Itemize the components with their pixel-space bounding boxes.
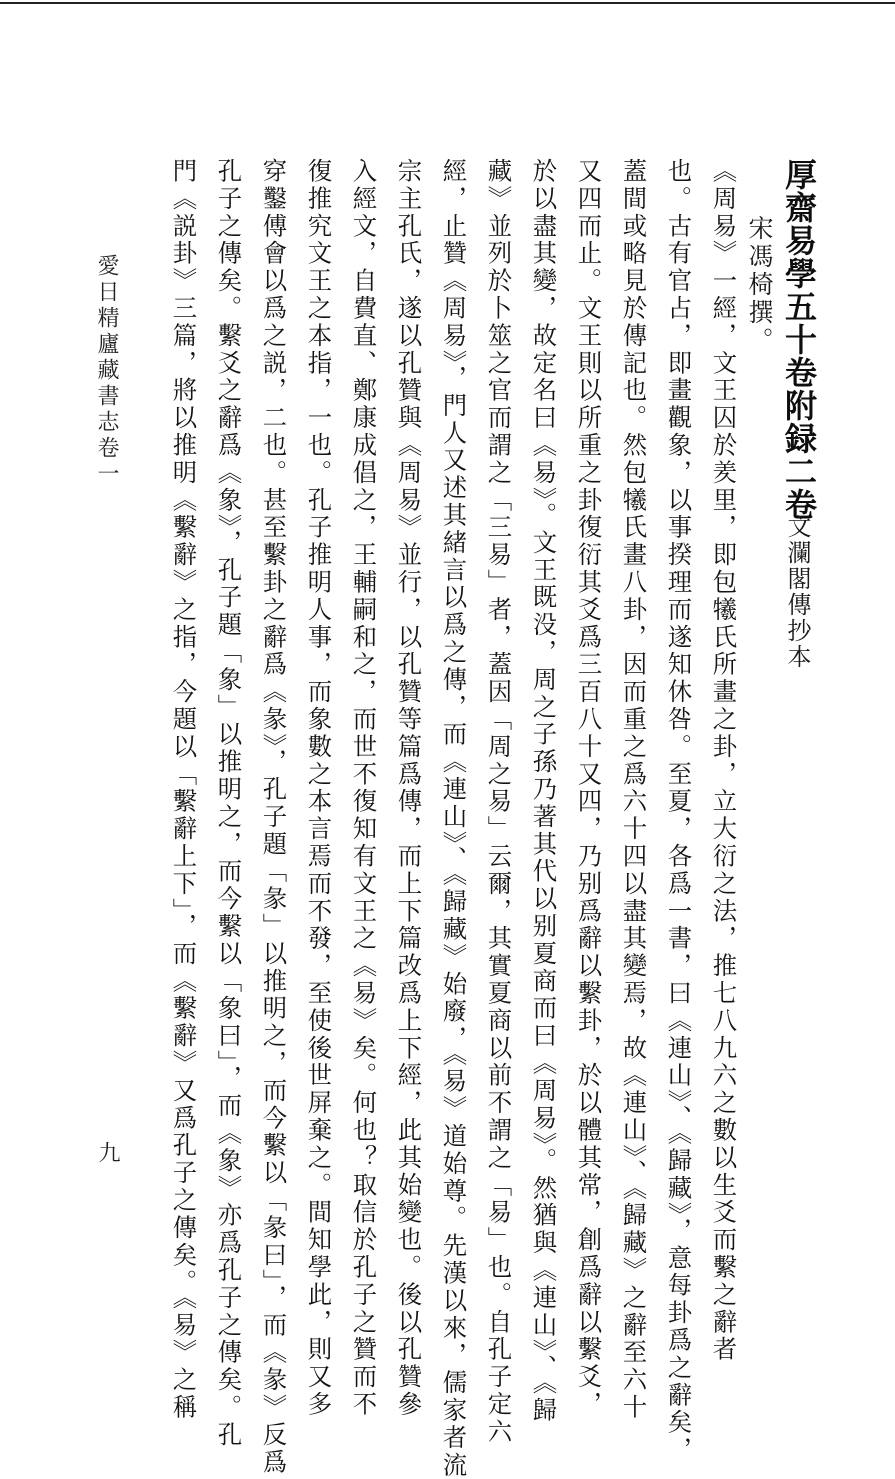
body-line: 蓋間或略見於傳記也。然包犧氏畫八卦，因而重之爲六十四以盡其變焉，故《連山》、《歸藏》之辭至六十: [618, 158, 648, 1422]
entry-title: 厚齋易學五十卷附録二卷: [780, 158, 818, 521]
body-line: 經，止贊《周易》，門人又述其緒言以爲之傳，而《連山》、《歸藏》始廢，《易》道始尊。先漢以來，儒家者流: [438, 158, 468, 1479]
edition-source: 文瀾閣傳抄本: [783, 514, 811, 670]
body-line: 孔子之傳矣。繫爻之辭爲《象》，孔子題「象」以推明之，而今繫以「象曰」，而《象》亦爲孔子之傳矣。孔: [213, 158, 243, 1449]
body-line: 《周易》一經，文王囚於羑里，即包犧氏所畫之卦，立大衍之法，推七八九六之數以生爻而繫之辭者: [708, 158, 738, 1364]
body-line: 也。古有官占，即畫觀象，以事揆理而遂知休咎。至夏，各爲一書，曰《連山》、《歸藏》，意每卦爲之辭矣，: [663, 158, 693, 1464]
body-line: 穿鑿傅會以爲之説，二也。甚至繫卦之辭爲《彖》，孔子題「彖」以推明之，而今繫以「彖曰」，而《彖》反爲: [258, 158, 288, 1477]
author-line: 宋馮椅撰。: [745, 215, 774, 355]
body-line: 復推究文王之本指，一也。孔子推明人事，而象數之本言焉而不發，至使後世屏棄之。間知學此，則又多: [303, 158, 333, 1419]
body-line: 於以盡其變，故定名曰《易》。文王既没，周之子孫乃著其代以别夏商而曰《周易》。然猶與《連山》、《歸: [528, 158, 558, 1425]
body-line: 入經文，自費直、鄭康成倡之，王輔嗣和之，而世不復知有文王之《易》矣。何也？取信於孔子之贊而不: [348, 158, 378, 1419]
page-number: 九: [95, 1141, 120, 1163]
body-line: 門《説卦》三篇，將以推明《繫辭》之指，今題以「繫辭上下」，而《繫辭》又爲孔子之傳矣。《易》之稱: [168, 158, 198, 1422]
body-line: 藏》並列於卜筮之官而謂之「三易」者，蓋因「周之易」云爾，其實夏商以前不謂之「易」也。自孔子定六: [483, 158, 513, 1446]
body-line: 又四而止。文王則以所重之卦復衍其爻爲三百八十又四，乃别爲辭以繫卦，於以體其常，創爲辭以繫爻，: [573, 158, 603, 1419]
top-border-rule: [0, 2, 895, 4]
body-line: 宗主孔氏，遂以孔贊與《周易》並行，以孔贊等篇爲傳，而上下篇改爲上下經，此其始變也。後以孔贊參: [393, 158, 423, 1419]
running-title: 愛日精廬藏書志卷一: [94, 254, 119, 488]
